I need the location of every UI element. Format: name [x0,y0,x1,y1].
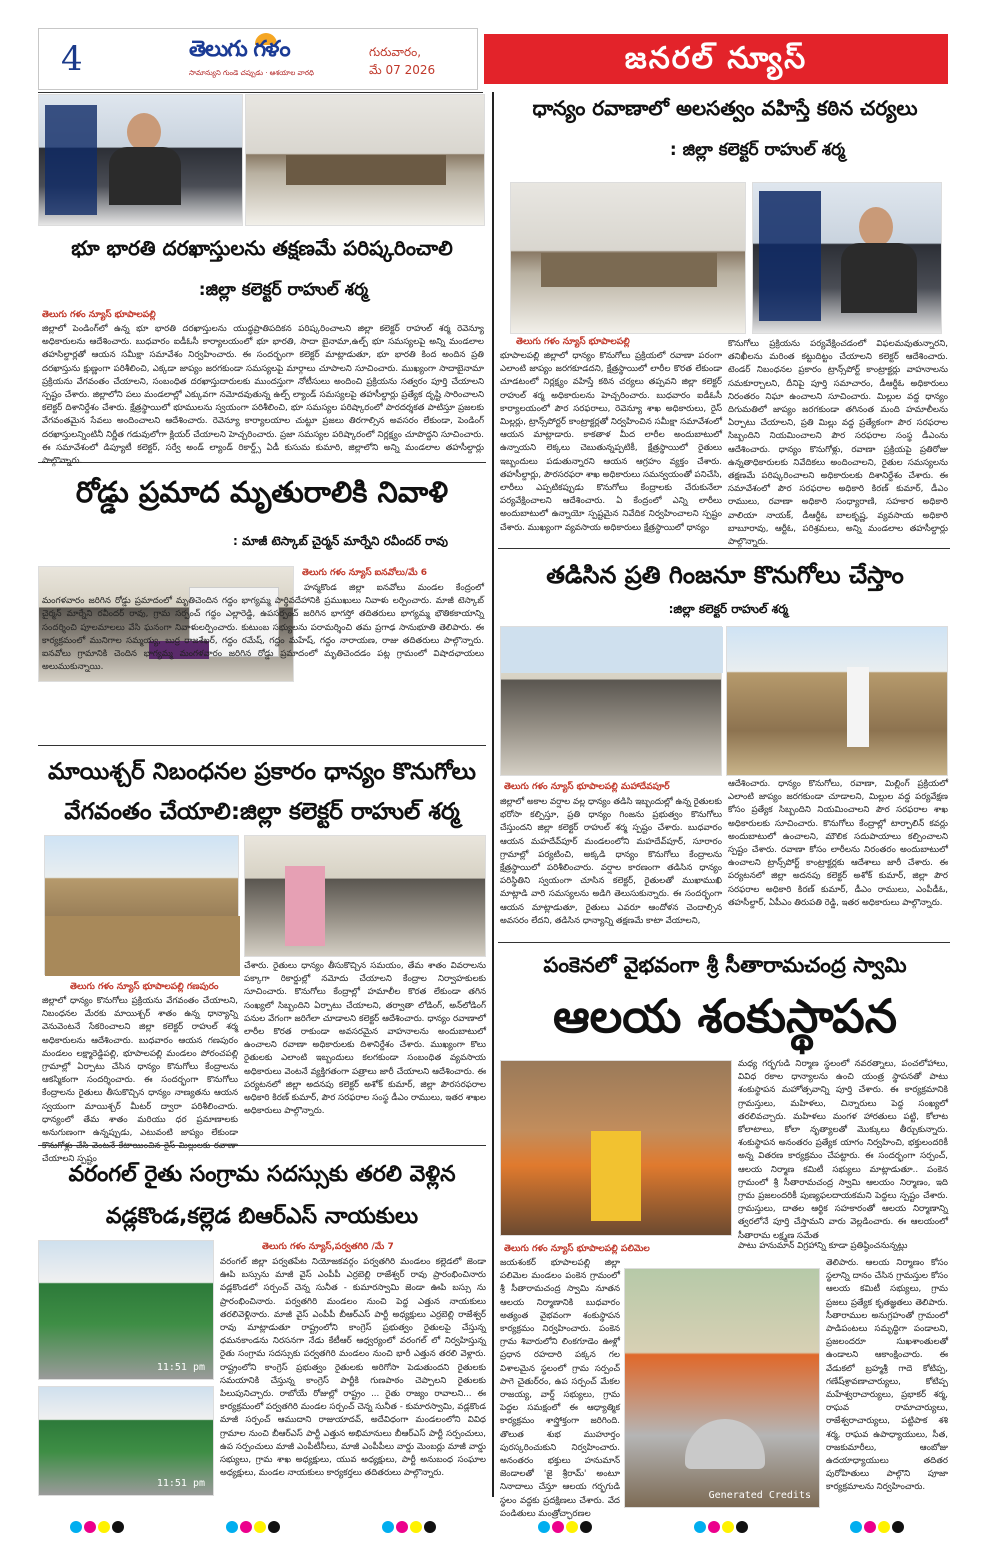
person-body [109,147,181,205]
meeting-photo [245,94,485,226]
cyan-dot [850,1521,862,1533]
article-byline: తెలుగు గళం న్యూస్ భూపాలపల్లి [42,310,156,320]
yellow-dot [722,1521,734,1533]
grain-inspection-photo [44,835,239,975]
collector-photo [752,182,942,334]
article-subhead: :జిల్లా కలెక్టర్ రాహుల్ శర్మ [668,602,788,616]
issue-date-value: మే 07 2026 [369,63,436,77]
divider [38,92,483,93]
article-body-left: భూపాలపల్లి జిల్లాలో ధాన్యం కొనుగోలు ప్రక్రియలో రవాణా పరంగా ఎలాంటి జాప్యం జరగకూడదని, క్షేత్రస్థాయిలో లారీల కొరత లేకుండా చూడటంలో నిర్లక్ష్యం వహిస్తే కఠిన చర్యలు తప్పవని జిల్లా కలెక్టర్ రాహుల్ శర్మ అధికారులను హెచ్చరించారు. బుధవారం ఐడీఓసీ కార్యాలయంలో పౌర సరఫరాలు, రెవెన్యూ శాఖ అధికారులు, రైస్ మిల్లర్లు, ట్రాన్స్‌పోర్టర్ కాంట్రాక్టర్లతో నిర్వహించిన సమీక్షా సమావేశంలో ఆయన మాట్లాడారు. కాకతాళ మీద లారీల అందుబాటులో ఉన్నాయని లెక్కలు చెబుతున్నప్పటికీ, క్షేత్రస్థాయిలో రైతులు ఇబ్బందులు పడుతున్నారని ఆయన ఆగ్రహం వ్యక్తం చేశారు. తహసీల్దార్లు, పౌరసరఫరా శాఖ అధికారులు సమన్వయంతో పనిచేసి, లారీలు ఎప్పటికప్పుడు కొనుగోలు కేంద్రాలకు చేరుకునేలా పర్యవేక్షించాలని ఆదేశించారు. ఏ కేంద్రంలో ఎన్ని లారీలు అందుబాటులో ఉన్నాయో స్పష్టమైన నివేదిక నిర్వహించాలని స్పష్టం చేశారు. ముఖ్యంగా వ్యవసాయ అధికారులు క్షేత్రస్థాయిలో ధాన్యం [500,351,722,533]
divider [38,462,486,463]
collector-photo [38,94,243,226]
cyan-dot [70,1521,82,1533]
article-headline: భూ భారతి దరఖాస్తులను తక్షణమే పరిష్కరించాలి [71,236,453,260]
black-dot [424,1521,436,1533]
article-headline: రోడ్డు ప్రమాద మృతురాలికి నివాళి [75,475,449,509]
article-body-right: చేశారు. రైతులు ధాన్యం తీసుకొచ్చిన సమయం, తేమ శాతం వివరాలను పక్కాగా రికార్డుల్లో నమోదు చేయాలని కేంద్రాల నిర్వాహకులకు సూచించారు. కొనుగోలు కేంద్రాల్లో హమాలీల కొరత లేకుండా తగిన సంఖ్యలో సిబ్బందిని ఏర్పాటు చేయాలని, తర్వాతా లోడింగ్, అన్‌లోడింగ్ పనుల వేగంగా జరిగేలా చూడాలని కలెక్టర్ ఆదేశించారు. ధాన్యం రవాణాలో లారీల కొరత రాకుండా అవసరమైన వాహనాలను అందుబాటులో ఉంచాలని రవాణా అధికారులకు దిశానిర్దేశం చేశారు. ముఖ్యంగా కొలు రైతులకు ఎలాంటి ఇబ్బందులు కలగకుండా సంబంధిత వ్యవసాయ అధికారులు వెంటనే వ్యక్తిగతంగా పత్రాలు జారీ చేయాలని ఆదేశించారు. ఈ పర్యటనలో జిల్లా అదనపు కలెక్టర్ అశోక్ కుమార్, జిల్లా పౌరసరఫరాల అధికారి కిరణ్ కుమార్, పౌర సరఫరాల సంస్థ డీఎం రాములు, ఇతర శాఖల అధికారులు పాల్గొన్నారు. [244,961,486,1117]
article-byline: తెలుగు గళం న్యూస్ భూపాలపల్లి పలిమెల [504,1244,650,1254]
photo-timestamp: 11:51 pm [156,1478,205,1489]
divider [498,942,950,943]
section-banner: జనరల్ న్యూస్ [484,34,948,84]
article-body-right: ఆదేశించారు. ధాన్యం కొనుగోలు, రవాణా, మిల్లింగ్ ప్రక్రియలో ఎలాంటి జాప్యం జరగకుండా చూడాలని, మిల్లుల వద్ద పర్యవేక్షణ కోసం ప్రత్యేక సిబ్బందిని నియమించాలని పౌర సరఫరాల శాఖ అధికారులకు సూచించారు. కొనుగోలు కేంద్రాల్లో టార్పాలిన్ కవర్లు అందుబాటులో ఉంచాలని, మౌలిక సదుపాయాలు కల్పించాలని స్పష్టం చేశారు. రవాణా కోసం లారీలను నిరంతరం అందుబాటులో ఉంచాలని ట్రాన్స్‌పోర్ట్ కాంట్రాక్టర్లకు ఆదేశాలు జారీ చేశారు. ఈ పర్యటనలో జిల్లా అదనపు కలెక్టర్ అశోక్ కుమార్, జిల్లా పౌర సరఫరాల అధికారి కిరణ్ కుమార్, డీఎం రాములు, ఎంపీడీఓ, తహసీల్దార్, ఏపీఎం తిరుపతి రెడ్డి, ఇతర అధికారులు పాల్గొన్నారు. [728,779,948,908]
article-body-left: జిల్లాలో ధాన్యం కొనుగోలు ప్రక్రియను వేగవంతం చేయాలని, నిబంధనల మేరకు మాయిశ్చర్ శాతం ఉన్న ధాన్యాన్ని వెనువెంటనే సేకరించాలని జిల్లా కలెక్టర్ రాహుల్ శర్మ అధికారులను ఆదేశించారు. బుధవారం ఆయన గణపురం మండలం లక్ష్మారెడ్డిపల్లి, భూపాలపల్లి మండలం పోరంచపల్లి గ్రామాల్లో ఏర్పాటు చేసిన ధాన్యం కొనుగోలు కేంద్రాలను ఆకస్మికంగా సందర్శించారు. ఈ సందర్భంగా కొనుగోలు కేంద్రాలను రైతులు తీసుకొచ్చిన ధాన్యం నాణ్యతను ఆయన స్వయంగా మాయిశ్చర్ మీటర్ ద్వారా పరిశీలించారు. ధాన్యంలో తేమ శాతం మరియు ధర ప్రమాణాలకు అనుగుణంగా ఉన్నప్పుడు, ఎటువంటి జాప్యం లేకుండా కొనుగోళ్లు చేసి వెంటనే కేటాయించిన రైస్ మిల్లులకు రవాణా చేయాలని స్పష్టం [42,996,238,1165]
column-divider [492,92,494,1497]
farmers-photo [244,835,486,957]
article-headline: పంకెనలో వైభవంగా శ్రీ సీతారామచంద్ర స్వామి [543,953,907,977]
article-body-left: జయశంకర్ భూపాలపల్లి జిల్లా పలిమెల మండలం పంకెన గ్రామంలో శ్రీ సీతారామచంద్ర స్వామి నూతన ఆలయ నిర్మాణానికి బుధవారం అత్యంత వైభవంగా శంకుస్థాపన కార్యక్రమం నిర్వహించారు. పంకెన గ్రామ శివారులోని లింకగూడెం ఊళ్లో ప్రధాన రహదారి పక్కన గల విశాలమైన స్థలంలో గ్రామ సర్పంచ్ పాగె చైతుర్‌రం, ఉప సర్పంచ్ మేకల రాజయ్య, వార్డ్ సభ్యులు, గ్రామ పెద్దల సమక్షంలో ఈ ఆధ్యాత్మిక కార్యక్రమం శాస్త్రోక్తంగా జరిగింది. తొలుత శుభ ముహూర్తం పురస్కరించుకుని నిర్వహించారు. అనంతరం భక్తులు హనుమాన్ జెండాలతో 'జై శ్రీరామ్' అంటూ నినాదాలు చేస్తూ ఆలయ గర్భగుడి స్థలం వద్దకు ప్రదక్షిణలు చేశారు. వేద పండితులు మంత్రోచ్ఛారణల [500,1258,620,1519]
black-dot [892,1521,904,1533]
farmer-figure [285,866,325,946]
article-headline: తడిసిన ప్రతి గింజనూ కొనుగోలు చేస్తాం [546,561,904,589]
temple-offering-photo [624,1268,820,1508]
brass-pots [685,1419,765,1469]
magenta-dot [396,1521,408,1533]
print-registration-dots [538,1518,594,1532]
sky [501,627,723,673]
article-headline-large: ఆలయ శంకుస్థాపన [552,989,898,1043]
article-body-right: కొనుగోలు ప్రక్రియను పర్యవేక్షించడంలో విఫలమవుతున్నారని, తనిఖీలను మరింత కట్టుదిట్టం చేయాలని కలెక్టర్ ఆదేశించారు. టెండర్ నిబంధనల ప్రకారం ట్రాన్స్‌పోర్ట్ కాంట్రాక్టర్లు వాహనాలను సమకూర్చాలని, దీనిపై పూర్తి సమాచారం, డీఆర్డీఓ అధికారులు నిరంతరం నిఘా ఉంచాలని సూచించారు. మిల్లుల వద్ద ధాన్యం దిగుమతిలో జాప్యం జరగకుండా తగినంత మంది హమాలీలను ఏర్పాటు చేయాలని, ప్రతి మిల్లు వద్ద ప్రత్యేకంగా పౌర సరఫరాల సిబ్బందిని నియమించాలని పౌర సరఫరాల సంస్థ డీఎంను ఆదేశించారు. ధాన్యం కొనుగోళ్లు, రవాణా ప్రక్రియపై ప్రతిరోజు ఉన్నతాధికారులకు నివేదికలు అందించాలని, రైతుల సమస్యలను తక్షణమే పరిష్కరించాలని అధికారులకు దిశానిర్దేశం చేశారు. ఈ సమావేశంలో పౌర సరఫరాల అధికారి కిరణ్ కుమార్, డీఎం రాములు, రవాణా అధికారి సంధ్యారాణి, సహకార అధికారి వాలియా నాయక్, డీఆర్డీఓ బాలకృష్ణ, వ్యవసాయ అధికారి బాబూరావు, ఆర్టీఓ, పరిశ్రమలు, అన్ని మండలాల తహసీల్దార్లు పాల్గొన్నారు. [728,339,948,548]
article-byline: తెలుగు గళం న్యూస్,పర్వతగిరి /మే 7 [262,1242,394,1252]
article-subhead: : మాజీ టెస్కాబ్ చైర్మన్ మార్నేని రవీందర్ రావు [232,534,448,548]
article-headline: మాయిశ్చర్ నిబంధనల ప్రకారం ధాన్యం కొనుగోలు వేగవంతం చేయాలి:జిల్లా కలెక్టర్ రాహుల్ శర్మ [48,759,476,825]
article-body: వరంగల్ జిల్లా పర్వతపేట నియోజకవర్గం పర్వతగిరి మండలం కల్లెడలో జెండా ఊపి బస్సును మాజీ వైస్ ఎంపీపీ ఎర్రబెల్లి రాజేశ్వర్ రావు ప్రారంభించినారు వడ్లకొండలో సర్పంచ్ చెన్న సునీత - కుమారస్వామి జెండా ఊపి బస్సు ను ప్రారంభించినారు. పర్వతగిరి మండలం నుంచి పెద్ద ఎత్తున నాయకులు తరలివెళ్లినారు. మాజీ వైస్ ఎంపీపీ బీఆర్ఎస్ పార్టీ అధ్యక్షులు ఎర్రబెల్లి రాజేశ్వర్ రావు మాట్లాడుతూ రాష్ట్రంలోని కాంగ్రెస్ ప్రభుత్వం రైతులపై చేస్తున్న ధమనకాండను నిరసనగా నేడు కేటీఆర్ ఆధ్వర్యంలో వరంగల్ లో నిర్వహిస్తున్న రైతు సంగ్రామ సదస్సుకు పర్వతగిరి మండలం నుంచి భారీ ఎత్తున తరలి వెళ్లారు. రాష్ట్రంలోని కాంగ్రెస్ ప్రభుత్వం రైతులకు అరిగోసా పెడుతుందని రైతులకు సమయానికి చేస్తున్న కాంగ్రెస్ పార్టీకి గుణపాఠం చెప్పాలని రైతులకు పిలుపునిచ్చారు. రాబోయే రోజుల్లో రాష్ట్రం ... రైతు రాజ్యం రావాలని... ఈ కార్యక్రమంలో పర్వతగిరి మండల సర్పంచ్ చెన్న సునీత - కుమారస్వామి, వడ్లకొండ మాజీ సర్పంచ్ ఆముదాని రాజుయాదవ్, అదేవిధంగా మండలంలోని వివిధ గ్రామాల నుంచి బీఆర్ఎస్ పార్టీ ఎత్తున అభిమానులు బీఆర్ఎస్ పార్టీ సర్పంచులు, ఉప సర్పంచులు మాజీ ఎంపీటీసీలు, మాజీ ఎంపీపీలు వార్డు మెంబర్లు మాజీ వార్డు సభ్యులు, గ్రామ శాఖ అధ్యక్షులు, యువ అధ్యక్షులు, పార్టీ అనుబంధ సంఘాల అధ్యక్షులు, మండల నాయకులు కార్యకర్తలు తదితరులు పాల్గొన్నారు. [220,1257,486,1479]
yellow-dot [254,1521,266,1533]
divider [498,548,950,549]
person-head [127,113,161,151]
grain-sacks [45,916,240,976]
party-workers-photo [38,1386,214,1496]
article-byline: తెలుగు గళం న్యూస్ ఐనవోలు/మే 6 [302,568,428,578]
person-head [859,207,893,247]
yellow-dot [878,1521,890,1533]
article-body-left: జిల్లాలో అకాల వర్షాల వల్ల ధాన్యం తడిసి ఇబ్బందుల్లో ఉన్న రైతులకు భరోసా కల్పిస్తూ, ప్రతి ధాన్యం గింజను ప్రభుత్వం కొనుగోలు చేస్తుందని జిల్లా కలెక్టర్ రాహుల్ శర్మ స్పష్టం చేశారు. బుధవారం ఆయన మహదేవ్‌పూర్ మండలంలోని మహదేవ్‌పూర్, సూరారం గ్రామాల్లో పర్యటించి, అక్కడి ధాన్యం కొనుగోలు కేంద్రాలను క్షేత్రస్థాయిలో పరిశీలించారు. వర్షాల కారణంగా తడిసిన ధాన్యం పరిస్థితిని స్వయంగా చూసిన కలెక్టర్, రైతులతో ముఖాముఖి మాట్లాడి వారి సమస్యలను అడిగి తెలుసుకున్నారు. ఈ సందర్భంగా ఆయన మాట్లాడుతూ, రైతులు ఎవరూ ఆందోళన చెందాల్సిన అవసరం లేదని, తడిసిన ధాన్యాన్ని తక్షణమే కాటా వేయాలని, [500,797,722,926]
article-byline: తెలుగు గళం న్యూస్ భూపాలపల్లి మహాదేవపూర్ [504,782,670,792]
black-dot [268,1521,280,1533]
cyan-dot [538,1521,550,1533]
masthead [38,28,478,90]
paddy-field-photo [726,626,948,776]
article-byline: తెలుగు గళం న్యూస్ భూపాలపల్లి [516,337,630,347]
yellow-dot [566,1521,578,1533]
print-registration-dots [70,1518,126,1532]
photo-credit: Generated Credits [708,1490,811,1501]
article-body: హన్మకొండ జిల్లా ఐనవోలు మండల కేంద్రంలో మంగళవారం జరిగిన రోడ్డు ప్రమాదంలో మృతిచెందిన గద్దం భాగ్యమ్మ పార్థివదేహానికి ప్రముఖులు నివాళు లర్పించారు. మాజీ టెస్కాబ్ చైర్మన్ మార్నేని రవీందర్ రావు, గ్రామ సర్పంచ్ గద్దం ఎల్లారెడ్డి, ఉపసర్పంచ్ జరిగిన భాగస్తో తదితరులు భాగ్యమ్మ భౌతికకాయాన్ని సందర్శించి పూలమాలలు వేసి ఘనంగా నివాళులర్పించారు. కుటుంబ సభ్యులను పరామర్శించి తమ ప్రగాఢ సానుభూతి తెలిపారు. ఈ కార్యక్రమంలో మునిగాల సమ్మయ్య, బుర్ర రాజశేఖర్, గద్దం రమేష్, గద్దం మహేష్, గద్దం నారాయణ, రాజు తదితరులు పాల్గొన్నారు. ఐనవోలు గ్రామానికి చెందిన భాగ్యమ్మ మంగళవారం జరిగిన రోడ్డు ప్రమాదంలో మృతిచెందడం పట్ల గ్రామంలో విషాదఛాయలు అలుముకున్నాయి. [42,583,484,673]
print-registration-dots [850,1518,906,1532]
magenta-dot [84,1521,96,1533]
newspaper-logo [189,37,329,85]
logo-text: తెలుగు గళం [189,37,290,62]
priest-figure [591,1131,641,1221]
magenta-dot [864,1521,876,1533]
magenta-dot [240,1521,252,1533]
meeting-photo [510,182,746,334]
logo-tagline: సామాన్యుని గుండె చప్పుడు · ఆశయాల వారధి [189,69,314,77]
divider [38,745,486,746]
banner-stand [45,105,97,215]
black-dot [580,1521,592,1533]
article-subhead: :జిల్లా కలెక్టర్ రాహుల్ శర్మ [198,280,368,300]
page-number: 4 [61,39,83,79]
print-registration-dots [694,1518,750,1532]
yellow-dot [410,1521,422,1533]
person-body [841,243,917,313]
article-body-right: తెలిపారు. ఆలయ నిర్మాణం కోసం స్థలాన్ని దానం చేసిన గ్రామస్తుల కోసం ఆలయ కమిటీ సభ్యులు, గ్రామ ప్రజలు ప్రత్యేక కృతజ్ఞతలు తెలిపారు. సీతారాముల అనుగ్రహంతో గ్రామంలో పాడిపంటలు సమృద్ధిగా పండాలని, ప్రజలందరూ సుఖశాంతులతో ఉండాలని ఆకాంక్షించారు. ఈ వేడుకలో బ్రహ్మశ్రీ గాదె కోటిప్ప, గణేష్‌శ్రావణాచార్యులు, కోటిప్ప మహేశ్వరాచార్యులు, ప్రభాకర్ శర్మ, రాఘవ రామాచార్యులు, రాజేశ్వరాచార్యులు, పట్టిపాక శశి శర్మ, రాఘవ ఉపాధ్యాయులు, సీత, రాజకుమారీలు, ఆంబోజు ఉదయాధ్యాయులు తదితర పురోహితులు పాల్గొని పూజా కార్యక్రమాలను నిర్వహించారు. [826,1258,948,1493]
article-headline: వరంగల్ రైతు సంగ్రామ సదస్సుకు తరలి వెళ్లిన వడ్లకొండ,కల్లెడ బిఆర్ఎస్ నాయకులు [68,1162,456,1229]
black-dot [112,1521,124,1533]
magenta-dot [708,1521,720,1533]
bus-flagoff-photo [38,1240,214,1380]
meeting-table [286,155,446,185]
article-byline: తెలుగు గళం న్యూస్ భూపాలపల్లి గణపురం [70,982,219,992]
article-body-continued: పాటు హనుమాన్ విగ్రహాన్ని కూడా ప్రతిష్ఠించనున్నట్లు [738,1241,908,1251]
article-body: జిల్లాలో పెండింగ్‌లో ఉన్న భూ భారతి దరఖాస్తులను యుద్ధప్రాతిపదికన పరిష్కరించాలని జిల్లా కలెక్టర్ రాహుల్ శర్మ రెవెన్యూ అధికారులను ఆదేశించారు. బుధవారం ఐడీఓసీ కార్యాలయంలో భూ భారతి, సాదా బైనామా,ఉల్ప్ భూ సమస్యలపై అన్ని మండలాల తహసిల్దార్లతో ఆయన సమీక్షా సమావేశం నిర్వహించారు. ఈ సందర్భంగా కలెక్టర్ మాట్లాడుతూ, భూ భారతి కింద అందిన ప్రతి దరఖాస్తును క్షుణ్ణంగా పరిశీలించి, ఎక్కడా జాప్యం జరగకుండా సమస్యలపై మార్గాలు చూపాలని సూచించారు. ముఖ్యంగా సాదాబైనామా ప్రక్రియను వేగవంతం చేయాలని, సంబంధిత దరఖాస్తుదారులకు ముందస్తుగా నోటీసులు అందించి ప్రక్రియను సత్వరం పూర్తి చేయాలని స్పష్టం చేశారు. జిల్లాలోని పలు మండలాల్లో ఎక్కువగా నమోదవుతున్న ఉల్ప్ ల్యాండ్ సమస్యలపై తహసీల్దార్లు ప్రత్యేక దృష్టి సారించాలని కలెక్టర్ దిశానిర్దేశం చేశారు. క్షేత్రస్థాయిలో భూములను స్వయంగా పరిశీలించి, భూ సమస్యల పరిష్కారంలో పారదర్శకత పాటిస్తూ ప్రజలకు వేగవంతమైన సేవలు అందించాలని ఆదేశించారు. రెవెన్యూ కార్యాలయాల చుట్టూ ప్రజలు తిరగాల్సిన అవసరం లేకుండా, పెండింగ్ దరఖాస్తులన్నింటినీ నిర్ణీత గడువులోగా క్లియర్ చేయాలని హెచ్చరించారు. ప్రజా సమస్యల పరిష్కారంలో నిర్లక్ష్యం చూపొద్దని సూచించారు. ఈ సమావేశంలో డిప్యూటీ కలెక్టర్, సర్వే అండ్ ల్యాండ్ రికార్డ్స్ ఏడీ కుసుమ కుమారి, జిల్లాలోని అన్ని మండలాల తహసీల్దార్లు పాల్గొన్నారు. [42,324,484,467]
article-subhead: : జిల్లా కలెక్టర్ రాహుల్ శర్మ [669,140,845,160]
yellow-dot [98,1521,110,1533]
cyan-dot [226,1521,238,1533]
issue-day: గురువారం, [369,45,422,59]
print-registration-dots [226,1518,282,1532]
temple-ritual-photo [500,1060,732,1236]
article-body-top: మధ్య గర్భగుడి నిర్మాణ స్థలంలో నవరత్నాలు, పంచలోహాలు, వివిధ రకాల ధాన్యాలను ఉంచి యంత్ర స్థాపనతో పాటు శంకుస్థాపన మహోత్సవాన్ని పూర్తి చేశారు. ఈ కార్యక్రమానికి గ్రామస్తులు, మహిళలు, చిన్నారులు పెద్ద సంఖ్యలో తరలివచ్చారు. మహిళలు మంగళ హారతులు పట్టి, కోలాట కోలాటాలు, కోలా నృత్యాలతో మొక్కులు తీర్చుకున్నారు. శంకుస్థాపన అనంతరం ప్రత్యేక యాగం నిర్వహించి, భక్తులందరికీ అన్న వితరణ కార్యక్రమం చేపట్టారు. ఈ సందర్భంగా సర్పంచ్, ఆలయ నిర్మాణ కమిటీ సభ్యులు మాట్లాడుతూ.. పంకెన గ్రామంలో శ్రీ సీతారామచంద్ర స్వామి ఆలయం నిర్మాణం, ఇది గ్రామ ప్రజలందరికీ పుణ్యఫలదాయకమని పెద్దలు స్పష్టం చేశారు. గ్రామస్తులు, దాతల ఆర్థిక సహకారంతో ఆలయ నిర్మాణాన్ని త్వరలోనే పూర్తి చేస్తామని వారు వెల్లడించారు. ఈ ఆలయంలో సీతారామ లక్ష్మణ సమేత [738,1059,948,1241]
field-visit-photo [500,626,722,776]
cyan-dot [382,1521,394,1533]
magenta-dot [552,1521,564,1533]
meeting-table [541,253,717,287]
article-headline: ధాన్యం రవాణాలో అలసత్వం వహిస్తే కఠిన చర్యలు [532,96,918,120]
issue-date [369,43,435,79]
photo-timestamp: 11:51 pm [156,1362,205,1373]
black-dot [736,1521,748,1533]
cyan-dot [694,1521,706,1533]
collector-figure [847,667,869,747]
banner-stand [759,191,821,321]
print-registration-dots [382,1518,438,1532]
